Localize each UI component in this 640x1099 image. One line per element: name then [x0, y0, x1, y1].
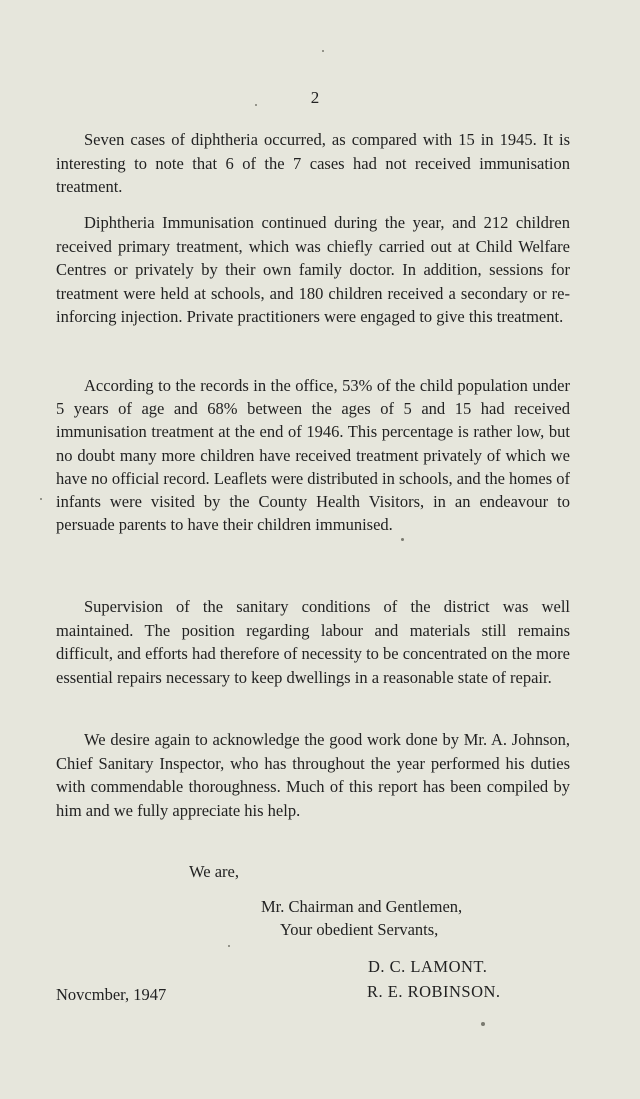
- signatory-robinson: R. E. ROBINSON.: [367, 982, 501, 1001]
- page-number: 2: [310, 88, 320, 107]
- paper-speck: [255, 104, 257, 106]
- closing-we-are: We are,: [189, 862, 239, 881]
- paper-speck: [228, 945, 230, 947]
- paper-speck: [40, 498, 42, 500]
- paper-speck: [481, 1022, 485, 1026]
- paragraph-sanitary-conditions: Supervision of the sanitary conditions of the district was well maintained. The position regarding labour and materials still remains difficult, and efforts had therefore of necessity to be concentrated on the more essential repairs necessary to keep dwellings in a reasonable state of repair.: [56, 597, 570, 687]
- paragraph-acknowledgement: We desire again to acknowledge the good work done by Mr. A. Johnson, Chief Sanitary Inspector, who has throughout the year performed his duties with commendable thoroughness. Much of this report has been compiled by him and we fully appreciate his help.: [56, 730, 570, 820]
- closing-valediction: Your obedient Servants,: [280, 920, 439, 939]
- paragraph-diphtheria-cases: Seven cases of diphtheria occurred, as compared with 15 in 1945. It is interesting to note that 6 of the 7 cases had not received immunisation treatment.: [56, 130, 570, 197]
- date-line: Novcmber, 1947: [56, 985, 167, 1004]
- paper-speck: [401, 538, 404, 541]
- paragraph-records: According to the records in the office, 53% of the child population under 5 years of age and 68% between the ages of 5 and 15 had received immunisation treatment at the end of 1946. This percentage is rather low, but no doubt many more children have received treatment privately of which we have no official record. Leaflets were distributed in schools, and the homes of infants were visited by the County Health Visitors, in an endeavour to persuade parents to have their children immunised.: [56, 376, 570, 535]
- paper-speck: [322, 50, 324, 52]
- paragraph-immunisation: Diphtheria Immunisation continued during the year, and 212 children received primary treatment, which was chiefly carried out at Child Welfare Centres or privately by their own family doctor. In addition, sessions for treatment were held at schools, and 180 children received a secondary or re-inforcing injection. Private practitioners were engaged to give this treatment.: [56, 213, 570, 327]
- signatory-lamont: D. C. LAMONT.: [368, 957, 488, 976]
- closing-salutation: Mr. Chairman and Gentlemen,: [261, 897, 463, 916]
